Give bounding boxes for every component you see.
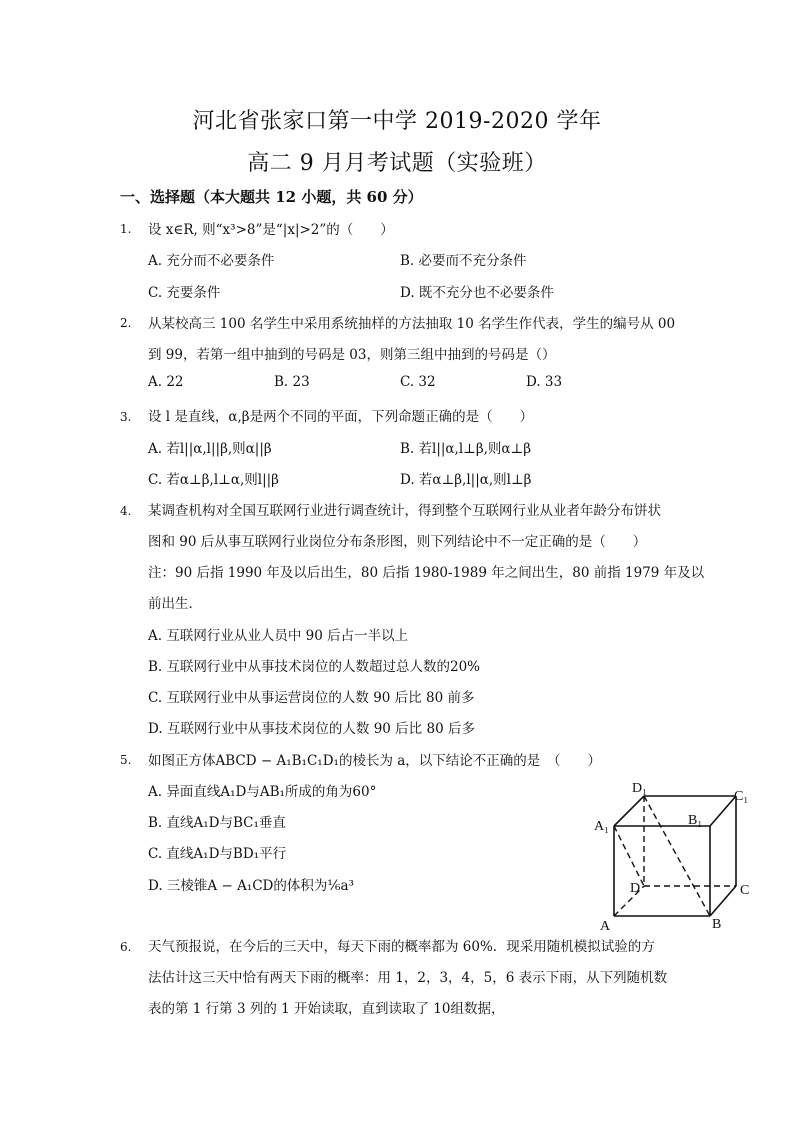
- edge-b1c1: [710, 796, 736, 826]
- q6-line-2: 法估计这三天中恰有两天下雨的概率：用 1，2，3，4，5，6 表示下雨，从下列随机数: [148, 970, 668, 986]
- q4-option-d: D. 互联网行业中从事技术岗位的人数 90 后比 80 后多: [148, 721, 475, 737]
- q2-number: 2.: [120, 316, 132, 330]
- q3-option-c: C. 若α⊥β,l⊥α,则l||β: [148, 472, 279, 488]
- label-d1: D₁: [632, 781, 647, 796]
- q5-option-a: A. 异面直线A₁D与AB₁所成的角为60°: [148, 784, 377, 800]
- q1-number: 1.: [120, 222, 132, 236]
- q5-number: 5.: [120, 753, 132, 767]
- label-a: A: [600, 919, 611, 934]
- label-a1: A₁: [594, 819, 609, 834]
- q6-number: 6.: [120, 940, 132, 954]
- q3-option-b: B. 若l||α,l⊥β,则α⊥β: [400, 441, 532, 457]
- q4-line-3: 注：90 后指 1990 年及以后出生，80 后指 1980-1989 年之间出生，80 前指 1979 年及以: [148, 565, 705, 581]
- exam-title: 河北省张家口第一中学 2019-2020 学年: [192, 109, 602, 134]
- q4-line-1: 某调查机构对全国互联网行业进行调查统计，得到整个互联网行业从业者年龄分布饼状: [148, 503, 661, 519]
- q2-option-b: B. 23: [274, 374, 310, 390]
- q4-line-4: 前出生．: [148, 596, 202, 612]
- q1-stem: 设 x∈R, 则“x³>8”是“|x|>2”的（ ）: [148, 222, 394, 238]
- q4-option-c: C. 互联网行业中从事运营岗位的人数 90 后比 80 前多: [148, 690, 475, 706]
- label-c: C: [740, 883, 750, 898]
- exam-subtitle: 高二 9 月月考试题（实验班）: [247, 151, 547, 176]
- label-d: D: [630, 881, 641, 896]
- q4-line-2: 图和 90 后从事互联网行业岗位分布条形图，则下列结论中不一定正确的是（ ）: [148, 534, 647, 550]
- q3-number: 3.: [120, 410, 132, 424]
- q6-line-3: 表的第 1 行第 3 列的 1 开始读取，直到读取了 10组数据，: [148, 1001, 505, 1017]
- q4-number: 4.: [120, 504, 132, 518]
- q6-line-1: 天气预报说，在今后的三天中，每天下雨的概率都为 60%．现采用随机模拟试验的方: [148, 939, 655, 955]
- q1-option-d: D. 既不充分也不必要条件: [400, 285, 554, 301]
- q4-option-b: B. 互联网行业中从事技术岗位的人数超过总人数的20%: [148, 659, 481, 675]
- label-b1: B₁: [688, 813, 703, 828]
- section-heading: 一、选择题（本大题共 12 小题，共 60 分）: [120, 188, 423, 206]
- edge-a1d1: [614, 796, 644, 826]
- q5-stem: 如图正方体ABCD − A₁B₁C₁D₁的棱长为 a，以下结论不正确的是 （ ）: [148, 753, 602, 769]
- q1-option-b: B. 必要而不充分条件: [400, 253, 527, 269]
- q5-option-d: D. 三棱锥A − A₁CD的体积为⅙a³: [148, 878, 354, 894]
- q2-line-2: 到 99，若第一组中抽到的号码是 03，则第三组中抽到的号码是（）: [148, 347, 556, 363]
- q1-option-a: A. 充分而不必要条件: [148, 253, 275, 269]
- q2-option-a: A. 22: [148, 374, 184, 390]
- q3-stem: 设 l 是直线，α,β是两个不同的平面，下列命题正确的是（ ）: [148, 409, 534, 425]
- q3-option-a: A. 若l||α,l||β,则α||β: [148, 441, 272, 457]
- q4-option-a: A. 互联网行业从业人员中 90 后占一半以上: [148, 628, 409, 644]
- q3-option-d: D. 若α⊥β,l||α,则l⊥β: [400, 472, 532, 488]
- edge-bc: [710, 886, 736, 916]
- q2-line-1: 从某校高三 100 名学生中采用系统抽样的方法抽取 10 名学生作代表，学生的编号从 00: [148, 316, 676, 332]
- label-c1: C₁: [734, 789, 749, 804]
- q2-option-c: C. 32: [400, 374, 436, 390]
- label-b: B: [712, 917, 722, 932]
- q2-option-d: D. 33: [526, 374, 563, 390]
- q1-option-c: C. 充要条件: [148, 285, 221, 301]
- q5-option-c: C. 直线A₁D与BD₁平行: [148, 846, 287, 862]
- diag-a1d-hidden: [614, 826, 644, 886]
- q5-option-b: B. 直线A₁D与BC₁垂直: [148, 815, 286, 831]
- cube-figure: [590, 776, 760, 936]
